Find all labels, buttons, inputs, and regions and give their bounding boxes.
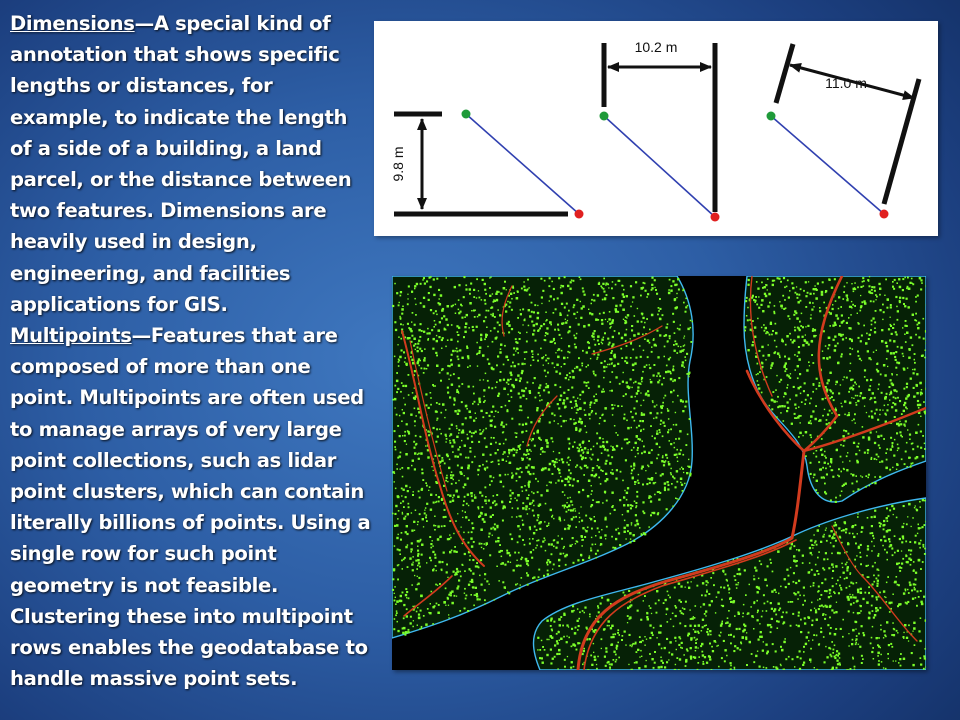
multipoints-paragraph [10,320,372,694]
vertical-dimension-example [390,110,584,219]
measured-segment-2 [604,116,715,217]
end-point-1 [575,210,584,219]
dimensions-diagram [374,21,938,236]
extension-line-near [776,44,793,103]
end-point-3 [880,210,889,219]
horizontal-dimension-example [600,39,720,222]
measured-segment-3 [771,116,884,214]
vertical-dimension-label: 9.8 m [390,146,406,182]
lidar-multipoint-image [392,276,926,670]
start-point-3 [767,112,776,121]
multipoints-description: —Features that are composed of more than one point. Multipoints are often used to manage arrays of very large point collections, such as lidar point clusters, which can contain literally billions of points. Using a single row for such point geometry is not feasible. Clustering these into multipoint rows enables the geodatabase to handle massive point sets. [10,324,371,691]
dimensions-paragraph [10,8,372,320]
start-point-2 [600,112,609,121]
multipoints-term: Multipoints [10,324,132,348]
horizontal-dimension-label: 10.2 m [634,39,678,55]
aligned-dimension-label: 11.0 m [825,75,867,91]
aligned-dimension-example [767,44,920,219]
start-point-1 [462,110,471,119]
dimensions-term: Dimensions [10,12,135,35]
lidar-map [392,276,926,670]
body-text [10,8,372,694]
dimensions-description: —A special kind of annotation that shows specific lengths or distances, for example, to indicate the length of a side of a building, a land parcel, or the distance between two features. Dimensions are heavily used in design, engineering, and facilities applications for GIS. [10,12,352,316]
end-point-2 [711,213,720,222]
dimensions-figure [374,21,938,236]
measured-segment-1 [466,114,579,214]
